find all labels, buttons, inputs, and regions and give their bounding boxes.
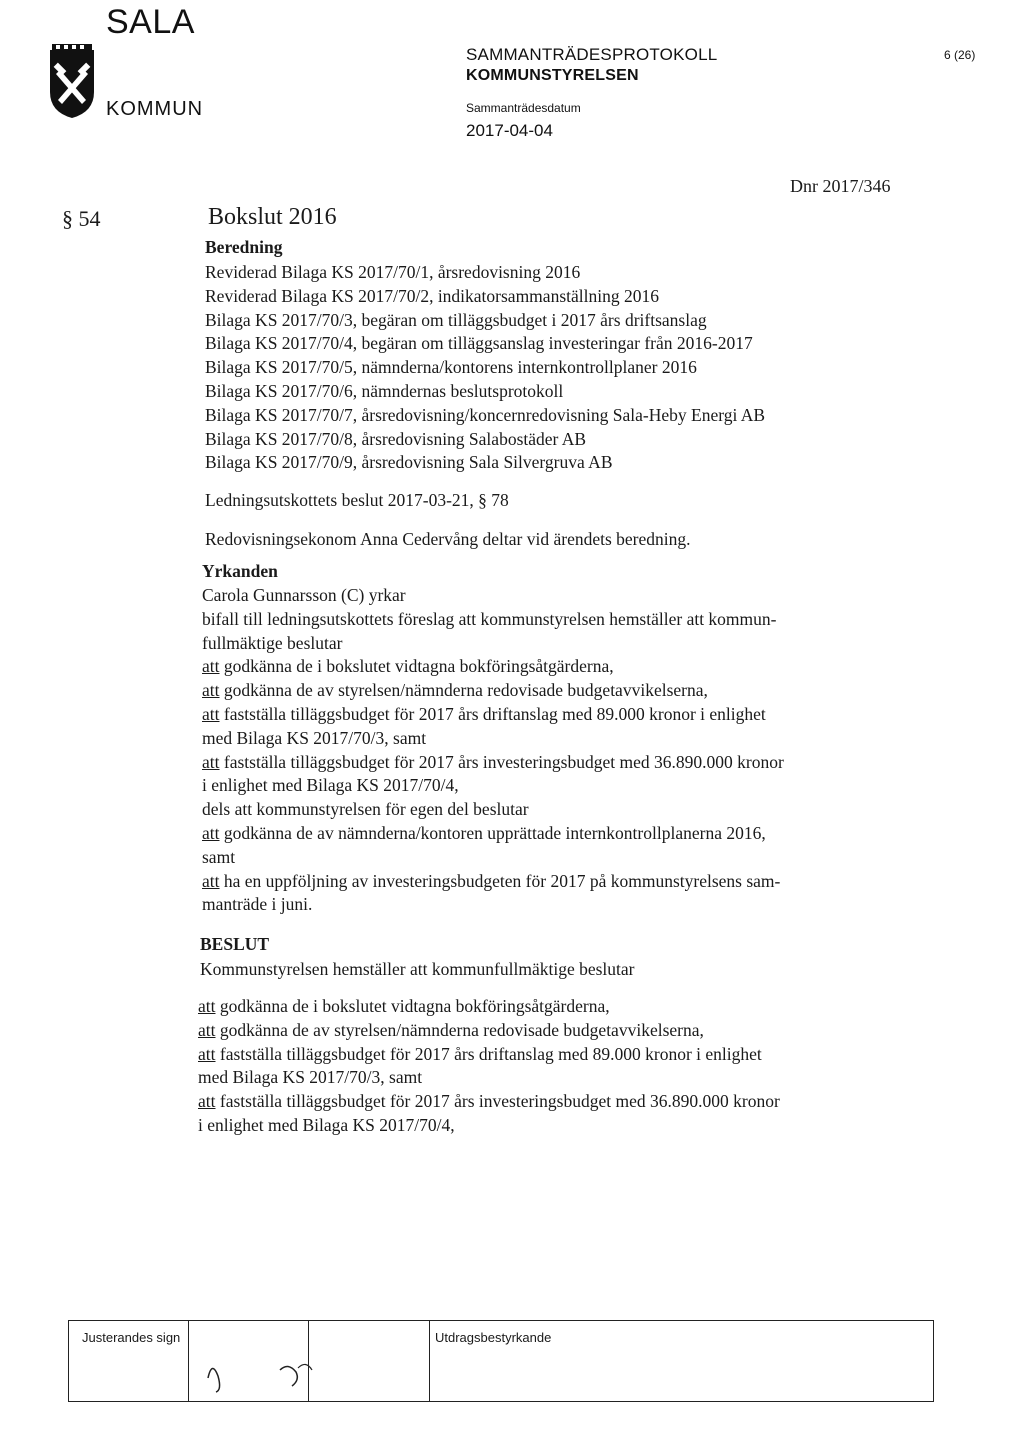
text-line: att fastställa tilläggsbudget för 2017 års driftanslag med 89.000 kronor i enlighet	[202, 703, 766, 724]
committee-name: KOMMUNSTYRELSEN	[466, 67, 639, 84]
municipality-logo	[48, 3, 228, 122]
attachment-list	[205, 261, 765, 475]
handwritten-signature	[188, 1340, 428, 1398]
beslut-heading: BESLUT	[200, 934, 270, 954]
attachment-item: Bilaga KS 2017/70/5, nämnderna/kontorens internkontrollplaner 2016	[205, 357, 697, 378]
case-title: Bokslut 2016	[208, 204, 337, 230]
text-line: bifall till ledningsutskottets föreslag att kommunstyrelsen hemställer att kommun-	[202, 608, 777, 629]
page-number: 6 (26)	[944, 48, 976, 62]
signature-footer	[68, 1320, 940, 1410]
paragraph-number: § 54	[62, 206, 101, 231]
attachment-item: Bilaga KS 2017/70/8, årsredovisning Salabostäder AB	[205, 428, 587, 449]
text-line: med Bilaga KS 2017/70/3, samt	[202, 727, 427, 748]
text-line: att godkänna de av nämnderna/kontoren upprättade internkontrollplanerna 2016,	[202, 822, 766, 843]
logo-sala-text: SALA	[106, 3, 195, 41]
yrkanden-text	[202, 584, 784, 917]
prior-decision: Ledningsutskottets beslut 2017-03-21, § 78	[205, 490, 509, 510]
text-line: samt	[202, 846, 236, 867]
attachment-item: Reviderad Bilaga KS 2017/70/2, indikatorsammanställning 2016	[205, 285, 659, 306]
attachment-item: Bilaga KS 2017/70/4, begäran om tilläggsanslag investeringar från 2016-2017	[205, 333, 753, 354]
logo-kommun-text: KOMMUN	[106, 98, 204, 120]
meeting-date-label: Sammanträdesdatum	[466, 101, 581, 115]
text-line: fullmäktige beslutar	[202, 632, 343, 653]
coat-of-arms-icon	[48, 42, 96, 118]
signature-label: Justerandes sign	[82, 1330, 181, 1345]
text-line: Carola Gunnarsson (C) yrkar	[202, 585, 406, 605]
beslut-intro: Kommunstyrelsen hemställer att kommunfullmäktige beslutar	[200, 959, 635, 979]
text-line: att godkänna de i bokslutet vidtagna bokföringsåtgärderna,	[198, 996, 610, 1016]
text-line: att fastställa tilläggsbudget för 2017 års investeringsbudget med 36.890.000 kronor	[202, 751, 784, 772]
text-line: att fastställa tilläggsbudget för 2017 års investeringsbudget med 36.890.000 kronor	[198, 1091, 780, 1112]
document-type: SAMMANTRÄDESPROTOKOLL	[466, 45, 718, 64]
text-line: i enlighet med Bilaga KS 2017/70/4,	[202, 775, 459, 796]
text-line: att godkänna de av styrelsen/nämnderna redovisade budgetavvikelserna,	[198, 1019, 704, 1040]
attachment-item: Bilaga KS 2017/70/9, årsredovisning Sala Silvergruva AB	[205, 452, 613, 473]
beredning-heading: Beredning	[205, 237, 283, 257]
text-line: i enlighet med Bilaga KS 2017/70/4,	[198, 1114, 455, 1135]
text-line: att godkänna de av styrelsen/nämnderna redovisade budgetavvikelserna,	[202, 680, 708, 701]
attachment-item: Bilaga KS 2017/70/7, årsredovisning/koncernredovisning Sala-Heby Energi AB	[205, 404, 766, 425]
text-line: att godkänna de i bokslutet vidtagna bokföringsåtgärderna,	[202, 656, 614, 677]
yrkanden-heading: Yrkanden	[202, 561, 278, 581]
attachment-item: Bilaga KS 2017/70/6, nämndernas beslutsprotokoll	[205, 380, 564, 401]
extract-label: Utdragsbestyrkande	[435, 1330, 552, 1345]
meeting-date: 2017-04-04	[466, 121, 553, 140]
text-line: att ha en uppföljning av investeringsbudgeten för 2017 på kommunstyrelsens sam-	[202, 870, 781, 891]
beslut-text	[198, 995, 780, 1138]
attachment-item: Reviderad Bilaga KS 2017/70/1, årsredovisning 2016	[205, 262, 581, 282]
attachment-item: Bilaga KS 2017/70/3, begäran om tilläggsbudget i 2017 års driftsanslag	[205, 309, 707, 330]
text-line: med Bilaga KS 2017/70/3, samt	[198, 1067, 423, 1088]
text-line: dels att kommunstyrelsen för egen del beslutar	[202, 799, 529, 820]
text-line: manträde i juni.	[202, 894, 313, 915]
case-number: Dnr 2017/346	[790, 176, 891, 196]
text-line: att fastställa tilläggsbudget för 2017 års driftanslag med 89.000 kronor i enlighet	[198, 1043, 762, 1064]
participant-note: Redovisningsekonom Anna Cedervång deltar vid ärendets beredning.	[205, 529, 691, 549]
